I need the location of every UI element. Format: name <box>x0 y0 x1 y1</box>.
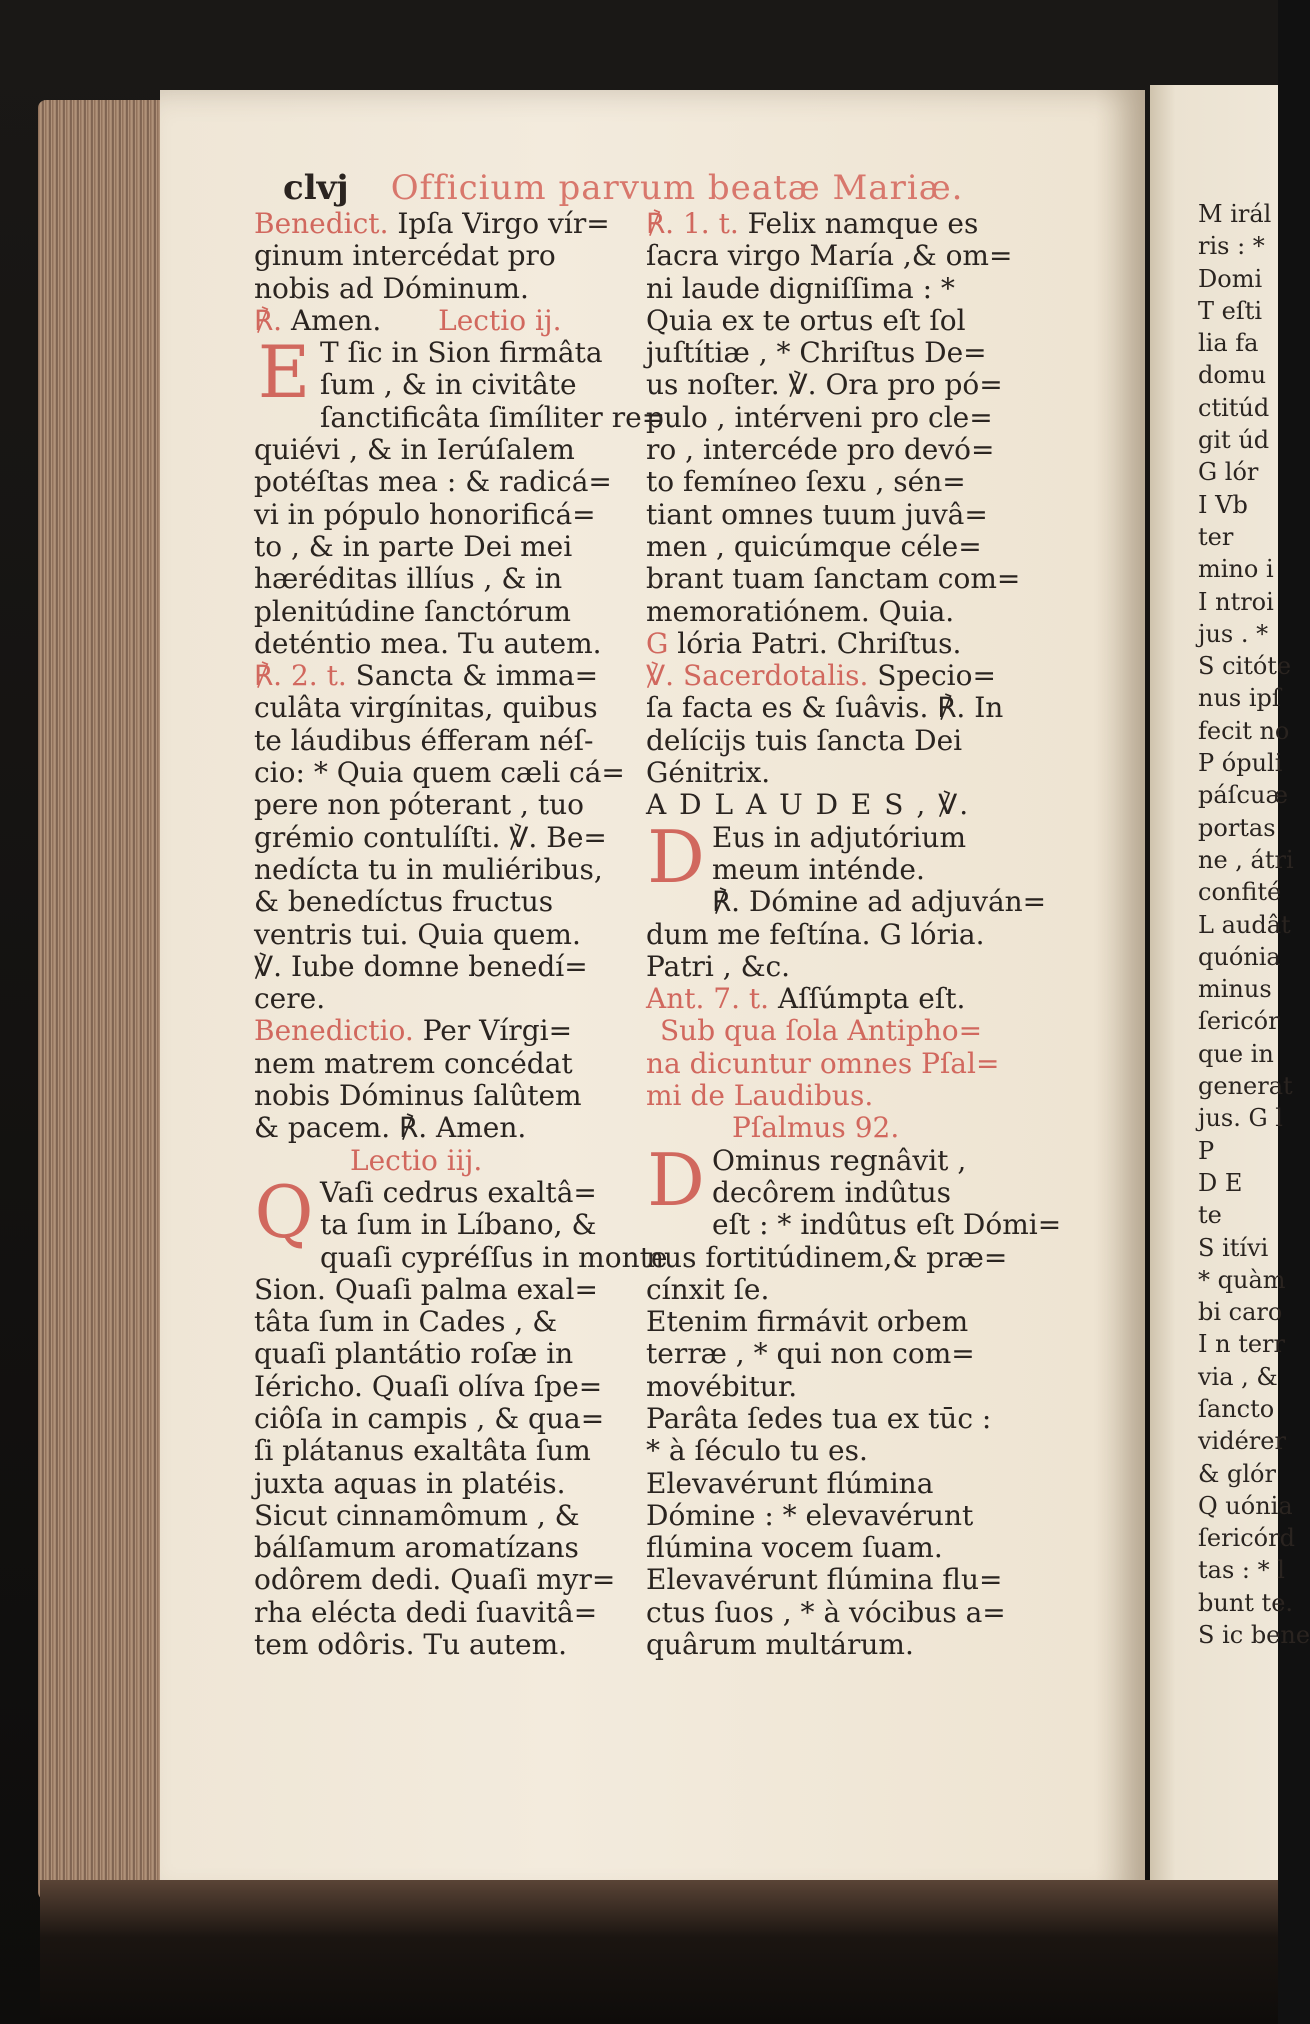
text-line: ℟. 2. t. Sancta & imma= <box>254 659 599 693</box>
text-line: Ant. 7. t. Aſſúmpta eſt. <box>646 982 966 1016</box>
text-line: tiant omnes tuum juvâ= <box>646 497 988 531</box>
text-line: ventris tui. Quia quem. <box>254 917 581 951</box>
page-header <box>283 168 1103 212</box>
text-line: deténtio mea. Tu autem. <box>254 626 602 660</box>
text-line: Vaſi cedrus exaltâ= <box>320 1175 597 1209</box>
text-line: bálſamum aromatízans <box>254 1531 579 1565</box>
fragment-line: quónia <box>1198 942 1281 971</box>
psalm-title: Pſalmus 92. <box>732 1111 900 1145</box>
text-line: cínxit ſe. <box>646 1272 770 1306</box>
initial-paragraph <box>254 1169 644 1254</box>
text-line: & pacem. ℟. Amen. <box>254 1111 527 1145</box>
fragment-line: generat <box>1198 1072 1293 1101</box>
text-line: Patri , &c. <box>646 949 791 983</box>
fragment-line: * quàm <box>1198 1265 1286 1294</box>
text-line: vi in pópulo honorificá= <box>254 497 596 531</box>
text-line: Sicut cinnamômum , & <box>254 1498 580 1532</box>
text-line: hæréditas illíus , & in <box>254 562 563 596</box>
fragment-line: te <box>1198 1201 1222 1230</box>
text-line: movébitur. <box>646 1369 798 1403</box>
text-line: Benedictio. Per Vírgi= <box>254 1014 573 1048</box>
fragment-line: confité <box>1198 878 1282 907</box>
fragment-line: ris : * <box>1198 232 1265 261</box>
text-line: delícijs tuis ſancta Dei <box>646 723 963 757</box>
lectio-heading: Lectio ij. <box>438 303 562 337</box>
text-line: te láudibus éfferam néſ- <box>254 723 594 757</box>
text-line: nobis ad Dóminum. <box>254 271 529 305</box>
text-line: terræ , * qui non com= <box>646 1337 975 1371</box>
fragment-line: P ópuli <box>1198 749 1283 778</box>
initial-paragraph <box>646 1137 1061 1222</box>
fragment-line: páſcuæ <box>1198 781 1289 810</box>
fragment-line: lia fa <box>1198 329 1259 358</box>
text-line: rha elécta dedi ſuavitâ= <box>254 1595 598 1629</box>
text-line: ſi plátanus exaltâta ſum <box>254 1434 591 1468</box>
text-line: Quia ex te ortus eſt ſol <box>646 303 966 337</box>
fragment-line: git úd <box>1198 426 1270 455</box>
fragment-line: & glór <box>1198 1459 1276 1488</box>
text-line: pulo , intérveni pro cle= <box>646 400 993 434</box>
fragment-line: ne , átri <box>1198 845 1294 874</box>
initial-letter-e: E <box>257 330 311 415</box>
fragment-line: via , & <box>1198 1362 1278 1391</box>
text-line: Iéricho. Quaſi olíva ſpe= <box>254 1369 603 1403</box>
text-line: quârum multárum. <box>646 1628 914 1662</box>
text-line: Dómine : * elevavérunt <box>646 1498 974 1532</box>
text-line: meum inténde. <box>712 852 925 886</box>
text-line: memoratiónem. Quia. <box>646 594 955 628</box>
text-line: ℣. Sacerdotalis. Specio= <box>646 659 996 693</box>
text-line: Sion. Quaſi palma exal= <box>254 1272 598 1306</box>
text-line: ℟. Amen. Lectio ij. <box>254 303 562 337</box>
fragment-line: tas : * l <box>1198 1556 1285 1585</box>
fragment-line: S citóte <box>1198 652 1292 681</box>
text-line: cere. <box>254 982 326 1016</box>
fragment-line: I n terr <box>1198 1330 1285 1359</box>
initial-letter-d: D <box>647 814 705 899</box>
right-column <box>646 208 1061 1661</box>
fragment-line: I ntroi <box>1198 587 1274 616</box>
text-line: Parâta ſedes tua ex tūc : <box>646 1401 992 1435</box>
text-line: tâta ſum in Cades , & <box>254 1305 558 1339</box>
text-line: ta ſum in Líbano, & <box>320 1208 597 1242</box>
text-line: us noſter. ℣. Ora pro pó= <box>646 368 1003 402</box>
text-line: & benedíctus fructus <box>254 885 554 919</box>
text-line: ℟. 1. t. Felix namque es <box>646 207 979 240</box>
text-line: men , quicúmque céle= <box>646 529 982 563</box>
fragment-line: fecit no <box>1198 716 1290 745</box>
fragment-line: ſancto <box>1198 1394 1275 1423</box>
fragment-line: L audât <box>1198 910 1291 939</box>
text-line: brant tuam ſanctam com= <box>646 562 1021 596</box>
fragment-line: ſericór <box>1198 1007 1280 1036</box>
rubric-line: na dicuntur omnes Pſal= <box>646 1046 1000 1080</box>
fragment-line: jus. G l <box>1198 1104 1283 1133</box>
section-heading: A D L A U D E S , ℣. <box>646 788 971 822</box>
fragment-line: bi caro <box>1198 1298 1283 1327</box>
text-line: quiévi , & in Ierúſalem <box>254 433 575 467</box>
text-line: ſa facta es & ſuâvis. ℟. In <box>646 691 1004 725</box>
text-line: culâta virgínitas, quibus <box>254 691 598 725</box>
fragment-line: jus . * <box>1198 619 1269 648</box>
initial-paragraph <box>646 814 1061 899</box>
fragment-line: bunt te. <box>1198 1588 1294 1617</box>
folio-number: clvj <box>283 168 349 208</box>
text-line: to femíneo ſexu , sén= <box>646 465 966 499</box>
rubric-line: Sub qua ſola Antipho= <box>660 1014 983 1048</box>
text-line: ginum intercédat pro <box>254 239 556 273</box>
text-line: Eus in adjutórium <box>712 820 966 854</box>
text-line: plenitúdine ſanctórum <box>254 594 571 628</box>
text-line: G lória Patri. Chriſtus. <box>646 626 962 660</box>
fragment-line: domu <box>1198 361 1267 390</box>
fragment-line: que in <box>1198 1039 1274 1068</box>
text-line: Génitrix. <box>646 756 771 790</box>
text-line: ro , intercéde pro devó= <box>646 433 995 467</box>
text-line: eſt : * indûtus eſt Dómi= <box>712 1208 1062 1242</box>
running-title: Officium parvum beatæ Mariæ. <box>390 168 964 208</box>
text-line: tem odôris. Tu autem. <box>254 1628 568 1662</box>
text-line: ni laude digniſſima : * <box>646 271 955 305</box>
fragment-line: Domi <box>1198 264 1263 293</box>
fragment-line: mino i <box>1198 555 1274 584</box>
rubric-line: mi de Laudibus. <box>646 1079 874 1113</box>
text-line: potéſtas mea : & radicá= <box>254 465 612 499</box>
fragment-line: G lór <box>1198 458 1259 487</box>
text-line: Elevavérunt flúmina <box>646 1466 934 1500</box>
text-line: T ſic in Sion firmâta <box>320 336 603 370</box>
initial-letter-d: D <box>647 1137 705 1222</box>
fragment-line: S itívi <box>1198 1233 1269 1262</box>
fragment-line: M irál <box>1198 200 1272 228</box>
text-line: ctus ſuos , * à vócibus a= <box>646 1595 1006 1629</box>
text-line: Etenim firmávit orbem <box>646 1305 969 1339</box>
fragment-line: ctitúd <box>1198 393 1270 422</box>
text-line: grémio contulíſti. ℣. Be= <box>254 820 607 854</box>
text-line: ℟. Dómine ad adjuván= <box>712 885 1047 919</box>
text-line: quaſi cypréſſus in monte <box>320 1240 668 1274</box>
text-line: dum me feſtína. G lória. <box>646 917 985 951</box>
text-line: nedícta tu in muliéribus, <box>254 852 603 886</box>
text-line: juxta aquas in platéis. <box>254 1466 566 1500</box>
fragment-line: Q uónia <box>1198 1491 1293 1520</box>
text-line: pere non póterant , tuo <box>254 788 584 822</box>
fragment-line: T eſti <box>1198 296 1263 325</box>
page-edges <box>38 100 168 1900</box>
fragment-line: vidérer <box>1198 1427 1286 1456</box>
fragment-line: nus ipſ <box>1198 684 1281 713</box>
text-line: nus fortitúdinem,& præ= <box>646 1240 1008 1274</box>
text-line: quaſi plantátio roſæ in <box>254 1337 574 1371</box>
text-line: juſtítiæ , * Chriſtus De= <box>646 336 987 370</box>
fragment-line: ſericórd <box>1198 1524 1295 1553</box>
text-line: Benedict. Ipſa Virgo vír= <box>254 207 610 240</box>
text-line: * à ſéculo tu es. <box>646 1434 868 1468</box>
fragment-line: ter <box>1198 522 1234 551</box>
text-line: ciôſa in campis , & qua= <box>254 1401 605 1435</box>
facing-page-text-fragments <box>1198 198 1310 1651</box>
text-line: Elevavérunt flúmina flu= <box>646 1563 1003 1597</box>
book-bottom-shadow <box>40 1880 1278 2024</box>
lectio-heading: Lectio iij. <box>350 1143 483 1177</box>
text-line: flúmina vocem ſuam. <box>646 1531 943 1565</box>
fragment-line: portas <box>1198 813 1276 842</box>
left-column <box>254 207 668 1662</box>
text-line: ℣. Iube domne benedí= <box>254 949 588 983</box>
text-line: nobis Dóminus ſalûtem <box>254 1079 582 1113</box>
fragment-line: I Vb <box>1198 490 1248 519</box>
fragment-line: minus <box>1198 975 1272 1004</box>
text-line: to , & in parte Dei mei <box>254 529 573 563</box>
fragment-line: S ic bene <box>1198 1621 1310 1650</box>
initial-paragraph <box>254 330 644 415</box>
text-line: odôrem dedi. Quaſi myr= <box>254 1563 616 1597</box>
text-line: Ominus regnâvit , <box>712 1143 967 1177</box>
fragment-line: D E <box>1198 1168 1243 1197</box>
text-line: decôrem indûtus <box>712 1175 952 1209</box>
text-line: ſacra virgo María ,& om= <box>646 239 1013 273</box>
text-line: cio: * Quia quem cæli cá= <box>254 756 625 790</box>
text-line: ſum , & in civitâte <box>320 368 577 402</box>
fragment-line: P <box>1198 1136 1215 1165</box>
text-line: ſanctificâta ſimíliter re= <box>320 400 666 434</box>
initial-letter-q: Q <box>254 1169 314 1254</box>
text-line: nem matrem concédat <box>254 1046 573 1080</box>
